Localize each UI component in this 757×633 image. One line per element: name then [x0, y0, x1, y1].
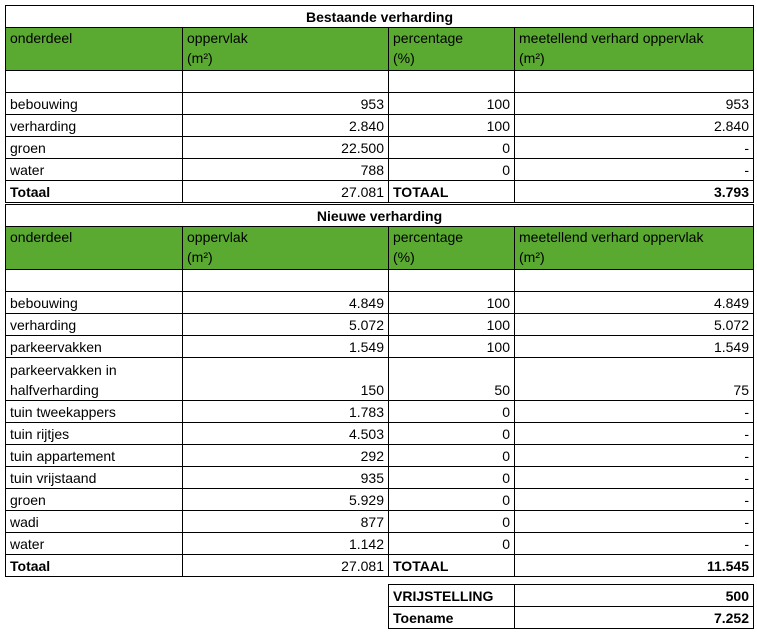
col-header-meetellend: meetellend verhard oppervlak (m²)	[515, 28, 754, 71]
table-row	[6, 423, 754, 445]
vrijstelling-row	[389, 585, 754, 607]
cell-area: 788	[183, 159, 389, 181]
cell-name: bebouwing	[6, 93, 183, 115]
cell-area: 953	[183, 93, 389, 115]
section-title-bestaand: Bestaande verharding	[6, 6, 754, 28]
cell-name: water	[6, 533, 183, 555]
cell-pct: 0	[389, 467, 515, 489]
cell-area: 4.849	[183, 292, 389, 314]
bestaande-verharding-table	[5, 5, 754, 203]
cell-paved: -	[515, 511, 754, 533]
cell-pct: 0	[389, 511, 515, 533]
cell-name: tuin vrijstaand	[6, 467, 183, 489]
col-header-oppervlak: oppervlak (m²)	[183, 227, 389, 270]
cell-paved: -	[515, 401, 754, 423]
cell-area: 1.783	[183, 401, 389, 423]
cell-paved: 4.849	[515, 292, 754, 314]
cell-paved: -	[515, 159, 754, 181]
toename-row	[389, 607, 754, 629]
cell-name: verharding	[6, 115, 183, 137]
cell-pct: 100	[389, 93, 515, 115]
table-row	[6, 489, 754, 511]
table-row	[6, 314, 754, 336]
total-row	[6, 181, 754, 203]
cell-area: 22.500	[183, 137, 389, 159]
table-row	[6, 137, 754, 159]
cell-pct: 0	[389, 423, 515, 445]
cell-name: groen	[6, 137, 183, 159]
cell-area: 935	[183, 467, 389, 489]
cell-paved: 1.549	[515, 336, 754, 358]
cell-paved: 5.072	[515, 314, 754, 336]
col-header-onderdeel: onderdeel	[6, 227, 183, 270]
total-label: Totaal	[6, 181, 183, 203]
cell-pct: 0	[389, 401, 515, 423]
cell-pct: 0	[389, 137, 515, 159]
table-row	[6, 159, 754, 181]
cell-pct: 0	[389, 445, 515, 467]
col-header-meetellend: meetellend verhard oppervlak (m²)	[515, 227, 754, 270]
cell-area: 1.549	[183, 336, 389, 358]
toename-label: Toename	[389, 607, 515, 629]
cell-area: 150	[183, 358, 389, 401]
cell-name: groen	[6, 489, 183, 511]
col-header-oppervlak: oppervlak (m²)	[183, 28, 389, 71]
cell-pct: 100	[389, 314, 515, 336]
cell-paved: -	[515, 467, 754, 489]
vrijstelling-value: 500	[515, 585, 754, 607]
table-row	[6, 93, 754, 115]
cell-name: wadi	[6, 511, 183, 533]
blank-row	[6, 270, 754, 292]
table-row	[6, 336, 754, 358]
cell-name: tuin tweekappers	[6, 401, 183, 423]
table-row	[6, 292, 754, 314]
header-row	[6, 28, 754, 71]
cell-paved: -	[515, 489, 754, 511]
total-area: 27.081	[183, 181, 389, 203]
cell-pct: 100	[389, 336, 515, 358]
cell-name: parkeervakken	[6, 336, 183, 358]
cell-paved: 2.840	[515, 115, 754, 137]
cell-pct: 0	[389, 159, 515, 181]
cell-paved: -	[515, 137, 754, 159]
col-header-percentage: percentage (%)	[389, 28, 515, 71]
cell-paved: -	[515, 533, 754, 555]
cell-area: 5.072	[183, 314, 389, 336]
cell-name: water	[6, 159, 183, 181]
table-row	[6, 115, 754, 137]
table-row	[6, 401, 754, 423]
section-title-nieuw: Nieuwe verharding	[6, 205, 754, 227]
vrijstelling-label: VRIJSTELLING	[389, 585, 515, 607]
cell-pct: 0	[389, 489, 515, 511]
toename-value: 7.252	[515, 607, 754, 629]
total-label: Totaal	[6, 555, 183, 577]
cell-name: bebouwing	[6, 292, 183, 314]
cell-pct: 50	[389, 358, 515, 401]
cell-area: 4.503	[183, 423, 389, 445]
cell-name: verharding	[6, 314, 183, 336]
cell-pct: 100	[389, 292, 515, 314]
cell-name: parkeervakken in halfverharding	[6, 358, 183, 401]
blank-row	[6, 71, 754, 93]
col-header-percentage: percentage (%)	[389, 227, 515, 270]
cell-pct: 0	[389, 533, 515, 555]
cell-name: tuin rijtjes	[6, 423, 183, 445]
cell-pct: 100	[389, 115, 515, 137]
cell-paved: -	[515, 445, 754, 467]
summary-table	[388, 584, 754, 629]
cell-paved: 75	[515, 358, 754, 401]
cell-area: 2.840	[183, 115, 389, 137]
header-row	[6, 227, 754, 270]
cell-name: tuin appartement	[6, 445, 183, 467]
cell-area: 5.929	[183, 489, 389, 511]
col-header-onderdeel: onderdeel	[6, 28, 183, 71]
total-area: 27.081	[183, 555, 389, 577]
table-row	[6, 533, 754, 555]
cell-area: 1.142	[183, 533, 389, 555]
nieuwe-verharding-table	[5, 204, 754, 577]
table-row	[6, 358, 754, 401]
totaal-label: TOTAAL	[389, 181, 515, 203]
table-row	[6, 445, 754, 467]
totaal-paved: 3.793	[515, 181, 754, 203]
table-row	[6, 467, 754, 489]
table-row	[6, 511, 754, 533]
cell-area: 292	[183, 445, 389, 467]
cell-paved: -	[515, 423, 754, 445]
totaal-paved: 11.545	[515, 555, 754, 577]
total-row	[6, 555, 754, 577]
cell-paved: 953	[515, 93, 754, 115]
totaal-label: TOTAAL	[389, 555, 515, 577]
cell-area: 877	[183, 511, 389, 533]
